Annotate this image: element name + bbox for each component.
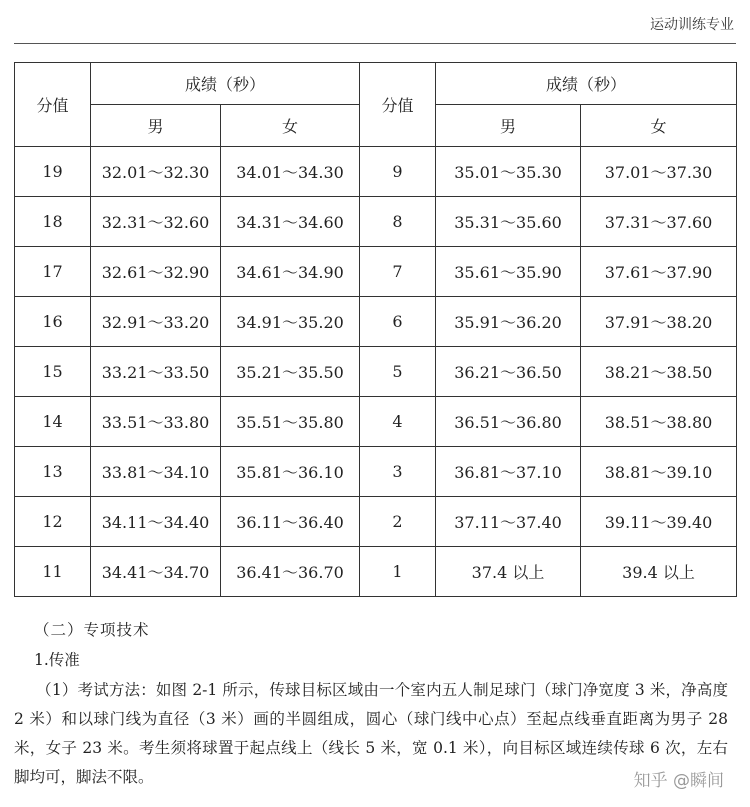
table-cell: 15 [15,347,91,397]
table-cell: 13 [15,447,91,497]
score-table [14,62,737,597]
header-title: 运动训练专业 [650,17,734,33]
table-cell: 4 [360,397,436,447]
section-title: （二）专项技术 [34,621,150,639]
table-cell: 2 [360,497,436,547]
table-cell: 37.31～37.60 [581,197,737,247]
table-cell: 8 [360,197,436,247]
table-cell: 16 [15,297,91,347]
table-row [15,197,737,247]
table-cell: 3 [360,447,436,497]
table-row [15,547,737,597]
table-cell: 36.51～36.80 [436,397,581,447]
table-cell: 35.51～35.80 [221,397,360,447]
table-cell: 19 [15,147,91,197]
table-cell: 33.51～33.80 [91,397,221,447]
section-subtitle: 1.传准 [34,651,80,669]
table-row [15,397,737,447]
table-cell: 35.01～35.30 [436,147,581,197]
male-header-right: 男 [436,105,581,147]
table-cell: 38.21～38.50 [581,347,737,397]
female-header-right: 女 [581,105,737,147]
table-cell: 37.4 以上 [436,547,581,597]
table-cell: 34.61～34.90 [221,247,360,297]
table-cell: 9 [360,147,436,197]
table-cell: 35.91～36.20 [436,297,581,347]
table-cell: 34.31～34.60 [221,197,360,247]
table-cell: 18 [15,197,91,247]
table-cell: 35.81～36.10 [221,447,360,497]
table-cell: 35.21～35.50 [221,347,360,397]
table-cell: 32.31～32.60 [91,197,221,247]
table-cell: 37.91～38.20 [581,297,737,347]
table-cell: 33.81～34.10 [91,447,221,497]
table-cell: 34.91～35.20 [221,297,360,347]
table-cell: 34.01～34.30 [221,147,360,197]
table-cell: 34.41～34.70 [91,547,221,597]
table-cell: 7 [360,247,436,297]
table-cell: 11 [15,547,91,597]
paragraph-text: （1）考试方法：如图 2-1 所示，传球目标区域由一个室内五人制足球门（球门净宽度 3 米，净高度 2 米）和以球门线为直径（3 米）画的半圆组成，圆心（球门线中心点）至起点线垂直距离为男子 28 米，女子 23 米。考生须将球置于起点线上（线长 5 米，宽 0.1 米），向目标区域连续传球 6 次，左右脚均可，脚法不限。 [14,681,728,786]
table-cell: 6 [360,297,436,347]
table-cell: 39.11～39.40 [581,497,737,547]
table-row [15,247,737,297]
table-cell: 38.81～39.10 [581,447,737,497]
table-header-row [15,63,737,105]
table-cell: 35.61～35.90 [436,247,581,297]
table-cell: 36.41～36.70 [221,547,360,597]
table-row [15,497,737,547]
table-row [15,297,737,347]
table-cell: 33.21～33.50 [91,347,221,397]
table-cell: 32.61～32.90 [91,247,221,297]
header-divider [14,43,736,44]
table-cell: 32.01～32.30 [91,147,221,197]
score-header-right: 分值 [360,63,436,147]
score-header-left: 分值 [15,63,91,147]
watermark: 知乎 @瞬间 [630,766,728,791]
table-cell: 37.61～37.90 [581,247,737,297]
table-cell: 17 [15,247,91,297]
table-cell: 37.01～37.30 [581,147,737,197]
table-cell: 32.91～33.20 [91,297,221,347]
table-cell: 36.81～37.10 [436,447,581,497]
table-cell: 12 [15,497,91,547]
female-header-left: 女 [221,105,360,147]
result-header-right: 成绩（秒） [436,63,737,105]
result-header-left: 成绩（秒） [91,63,360,105]
section-paragraph [14,676,728,792]
table-cell: 39.4 以上 [581,547,737,597]
table-cell: 36.21～36.50 [436,347,581,397]
table-cell: 38.51～38.80 [581,397,737,447]
table-cell: 35.31～35.60 [436,197,581,247]
table-cell: 34.11～34.40 [91,497,221,547]
table-cell: 5 [360,347,436,397]
table-row [15,147,737,197]
table-cell: 36.11～36.40 [221,497,360,547]
male-header-left: 男 [91,105,221,147]
table-cell: 14 [15,397,91,447]
table-row [15,447,737,497]
table-cell: 1 [360,547,436,597]
table-row [15,347,737,397]
table-cell: 37.11～37.40 [436,497,581,547]
